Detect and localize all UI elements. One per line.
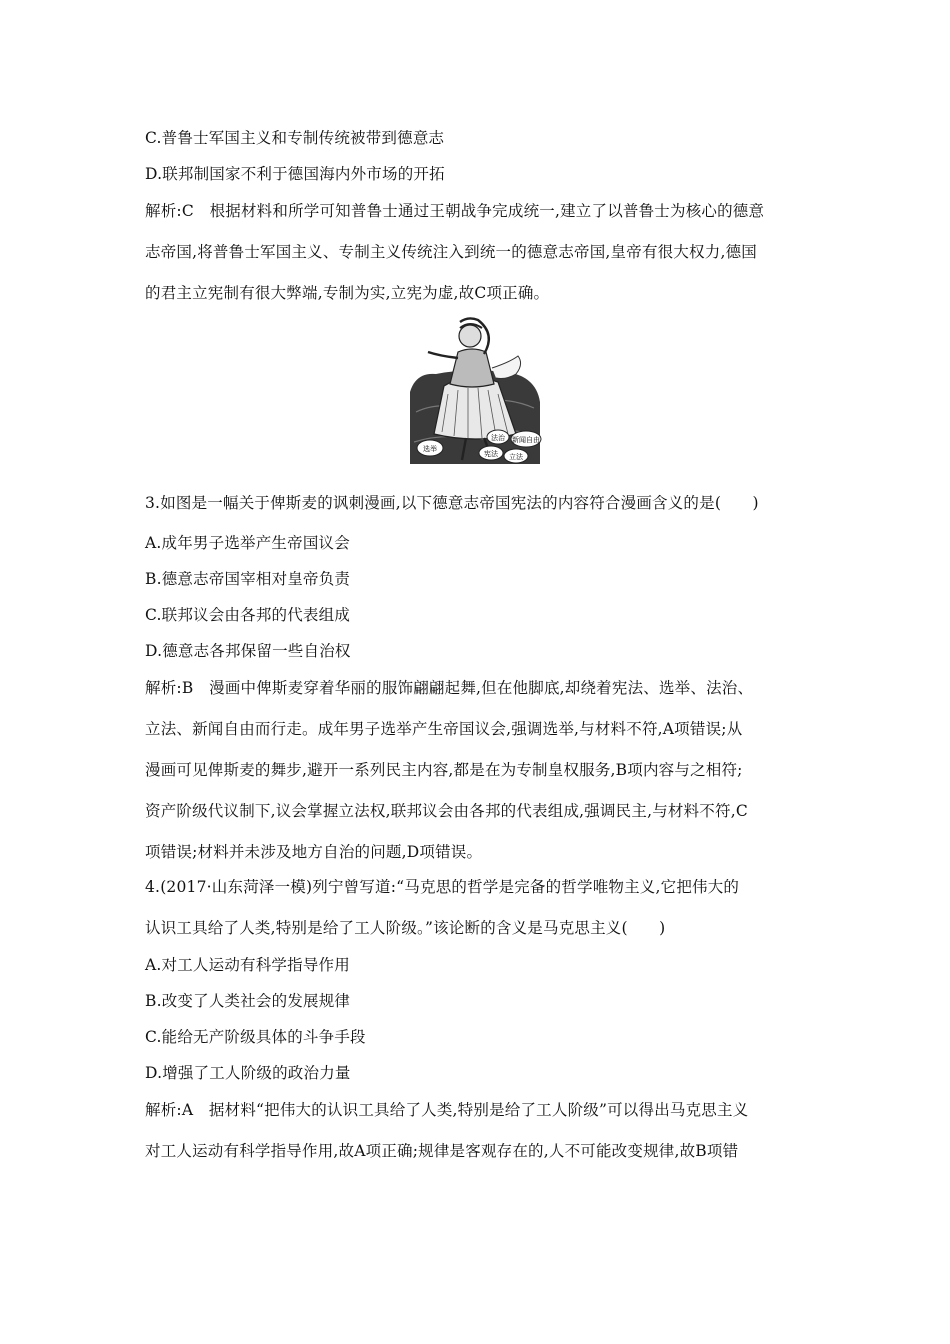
- cartoon-figure-head: [459, 325, 481, 347]
- q3-analysis-line-1: 解析:B 漫画中俾斯麦穿着华丽的服饰翩翩起舞,但在他脚底,却绕着宪法、选举、法治、: [145, 679, 754, 697]
- q3-option-a: A.成年男子选举产生帝国议会: [145, 534, 350, 552]
- q3-stem: 3.如图是一幅关于俾斯麦的讽刺漫画,以下德意志帝国宪法的内容符合漫画含义的是( ): [145, 494, 759, 512]
- q2-option-d: D.联邦制国家不利于德国海内外市场的开拓: [145, 165, 445, 183]
- q3-analysis-line-2: 立法、新闻自由而行走。成年男子选举产生帝国议会,强调选举,与材料不符,A项错误;从: [145, 720, 743, 738]
- q4-analysis-line-2: 对工人运动有科学指导作用,故A项正确;规律是客观存在的,人不可能改变规律,故B项错: [145, 1142, 739, 1160]
- q3-analysis-line-4: 资产阶级代议制下,议会掌握立法权,联邦议会由各邦的代表组成,强调民主,与材料不符,C: [145, 802, 748, 820]
- q3-option-d: D.德意志各邦保留一些自治权: [145, 642, 351, 660]
- q4-stem-line-2: 认识工具给了人类,特别是给了工人阶级。”该论断的含义是马克思主义( ): [145, 919, 666, 937]
- q2-analysis-line-1: 解析:C 根据材料和所学可知普鲁士通过王朝战争完成统一,建立了以普鲁士为核心的德意: [145, 202, 765, 220]
- q3-option-c: C.联邦议会由各邦的代表组成: [145, 606, 351, 624]
- q4-option-b: B.改变了人类社会的发展规律: [145, 992, 351, 1010]
- q4-stem-line-1: 4.(2017·山东菏泽一模)列宁曾写道:“马克思的哲学是完备的哲学唯物主义,它把伟大的: [145, 878, 740, 896]
- q3-option-b: B.德意志帝国宰相对皇帝负责: [145, 570, 351, 588]
- cartoon-figure-arm-extended: [428, 352, 458, 358]
- cartoon-label-constitution: 宪法: [484, 450, 498, 458]
- cartoon-label-election: 选举: [423, 445, 437, 453]
- cartoon-label-rule-of-law: 法治: [491, 434, 505, 442]
- cartoon-label-press-freedom: 新闻自由: [512, 436, 540, 444]
- q2-analysis-line-2: 志帝国,将普鲁士军国主义、专制主义传统注入到统一的德意志帝国,皇帝有很大权力,德国: [145, 243, 757, 261]
- q4-analysis-line-1: 解析:A 据材料“把伟大的认识工具给了人类,特别是给了工人阶级”可以得出马克思主义: [145, 1101, 749, 1119]
- q2-analysis-line-3: 的君主立宪制有很大弊端,专制为实,立宪为虚,故C项正确。: [145, 284, 550, 302]
- cartoon-label-legislation: 立法: [509, 453, 523, 461]
- q4-option-c: C.能给无产阶级具体的斗争手段: [145, 1028, 366, 1046]
- q4-option-a: A.对工人运动有科学指导作用: [145, 956, 350, 974]
- q4-option-d: D.增强了工人阶级的政治力量: [145, 1064, 351, 1082]
- q3-analysis-line-5: 项错误;材料并未涉及地方自治的问题,D项错误。: [145, 843, 483, 861]
- cartoon-figure-torso: [450, 349, 494, 387]
- q3-analysis-line-3: 漫画可见俾斯麦的舞步,避开一系列民主内容,都是在为专制皇权服务,B项内容与之相符;: [145, 761, 743, 779]
- q2-option-c: C.普鲁士军国主义和专制传统被带到德意志: [145, 129, 445, 147]
- bismarck-cartoon: [406, 312, 542, 470]
